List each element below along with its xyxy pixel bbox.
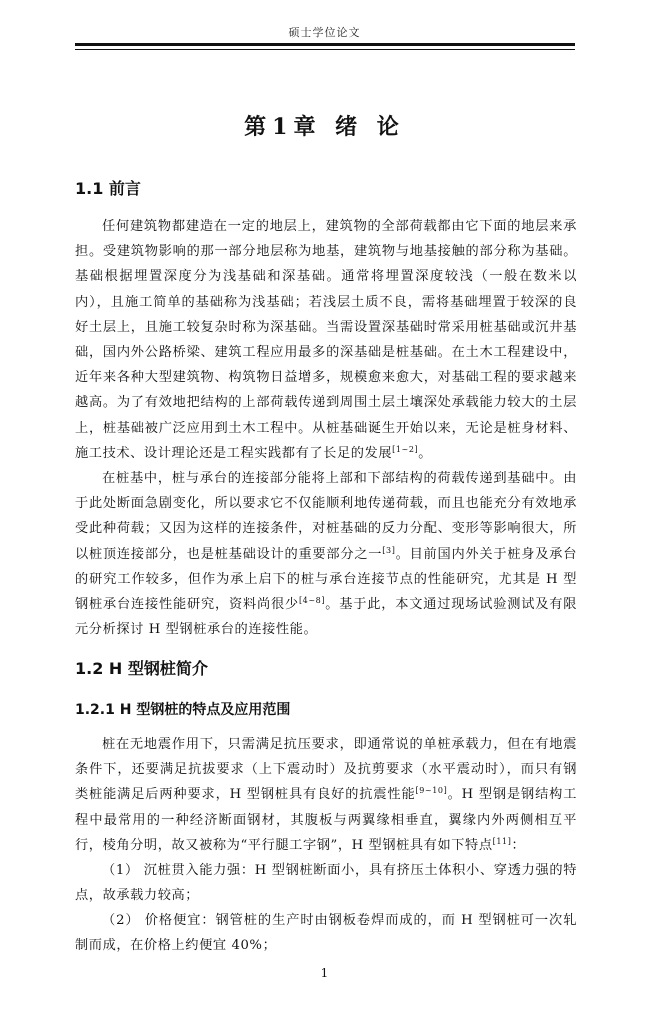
paragraph-preface-2 [75,466,577,642]
paragraph-text: 。H 型钢是钢结构工程中最常用的一种经济断面钢材，其腹板与两翼缘相垂直，翼缘内外两侧相互平行，棱角分明，故又被称为“平行腿工字钢”，H 型钢桩具有如下特点 [75,787,577,853]
header-rule-thick [75,43,575,46]
citation: [4~8] [298,596,326,606]
list-item-2: （2） 价格便宜：钢管桩的生产时由钢板卷焊而成的，而 H 型钢桩可一次轧制而成，在价格上约便宜 40%； [75,913,577,954]
paragraph-text: 。 [418,445,433,461]
header-rule-thin [75,49,575,50]
paragraph-text: 任何建筑物都建造在一定的地层上，建筑物的全部荷载都由它下面的地层来承担。受建筑物影响的那一部分地层称为地基，建筑物与地基接触的部分称为基础。基础根据埋置深度分为浅基础和深基础。通常将埋置深度较浅（一般在数米以内），且施工简单的基础称为浅基础；若浅层土质不良，需将基础埋置于较深的良好土层上，且施工较复杂时称为深基础。当需设置深基础时常采用桩基础或沉井基础，国内外公路桥梁、建筑工程应用最多的深基础是桩基础。在土木工程建设中，近年来各种大型建筑物、构筑物日益增多，规模愈来愈大，对基础工程的要求越来越高。为了有效地把结构的上部荷载传递到周围土层土壤深处承载能力较大的土层上，桩基础被广泛应用到土木工程中。从桩基础诞生开始以来，无论是桩身材料、施工技术、设计理论还是工程实践都有了长足的发展 [75,219,577,461]
citation: [3] [382,545,396,555]
list-item-1: （1） 沉桩贯入能力强：H 型钢桩断面小，具有挤压土体积小、穿透力强的特点，故承载力较高； [75,863,577,904]
section-heading-1-2: 1.2 H 型钢桩简介 [75,659,208,678]
citation: [9~10] [415,786,448,796]
page-number: 1 [320,966,329,980]
paragraph-text: 。目前国内外关于桩身及承台的研究工作较多，但作为承上启下的桩与承台连接节点的性能研究，尤其是 H 型钢桩承台连接性能研究，资料尚很少 [75,546,577,613]
paragraph-h-pile-intro [75,732,577,858]
running-header: 硕士学位论文 [288,26,361,39]
paragraph-text: 。基于此，本文通过现场试验测试及有限元分析探讨 H 型钢桩承台的连接性能。 [75,597,577,638]
paragraph-text: 在桩基中，桩与承台的连接部分能将上部和下部结构的荷载传递到基础中。由于此处断面急剧变化，所以要求它不仅能顺利地传递荷载，而且也能充分有效地承受此种荷载；又因为这样的连接条件，对桩基础的反力分配、变形等影响很大，所以桩顶连接部分，也是桩基础设计的重要部分之一 [75,471,577,562]
paragraph-text: ： [511,837,526,853]
paragraph-text: 桩在无地震作用下，只需满足抗压要求，即通常说的单桩承载力，但在有地震条件下，还要满足抗拔要求（上下震动时）及抗剪要求（水平震动时），而只有钢类桩能满足后两种要求，H 型钢桩具有良好的抗震性能 [75,737,577,803]
citation: [1~2] [392,444,419,454]
section-heading-1-1: 1.1 前言 [75,179,141,198]
chapter-title: 第1章 绪 论 [244,114,405,140]
subsection-heading-1-2-1: 1.2.1 H 型钢桩的特点及应用范围 [75,702,291,718]
citation: [11] [492,836,512,846]
paragraph-preface-1 [75,214,577,466]
